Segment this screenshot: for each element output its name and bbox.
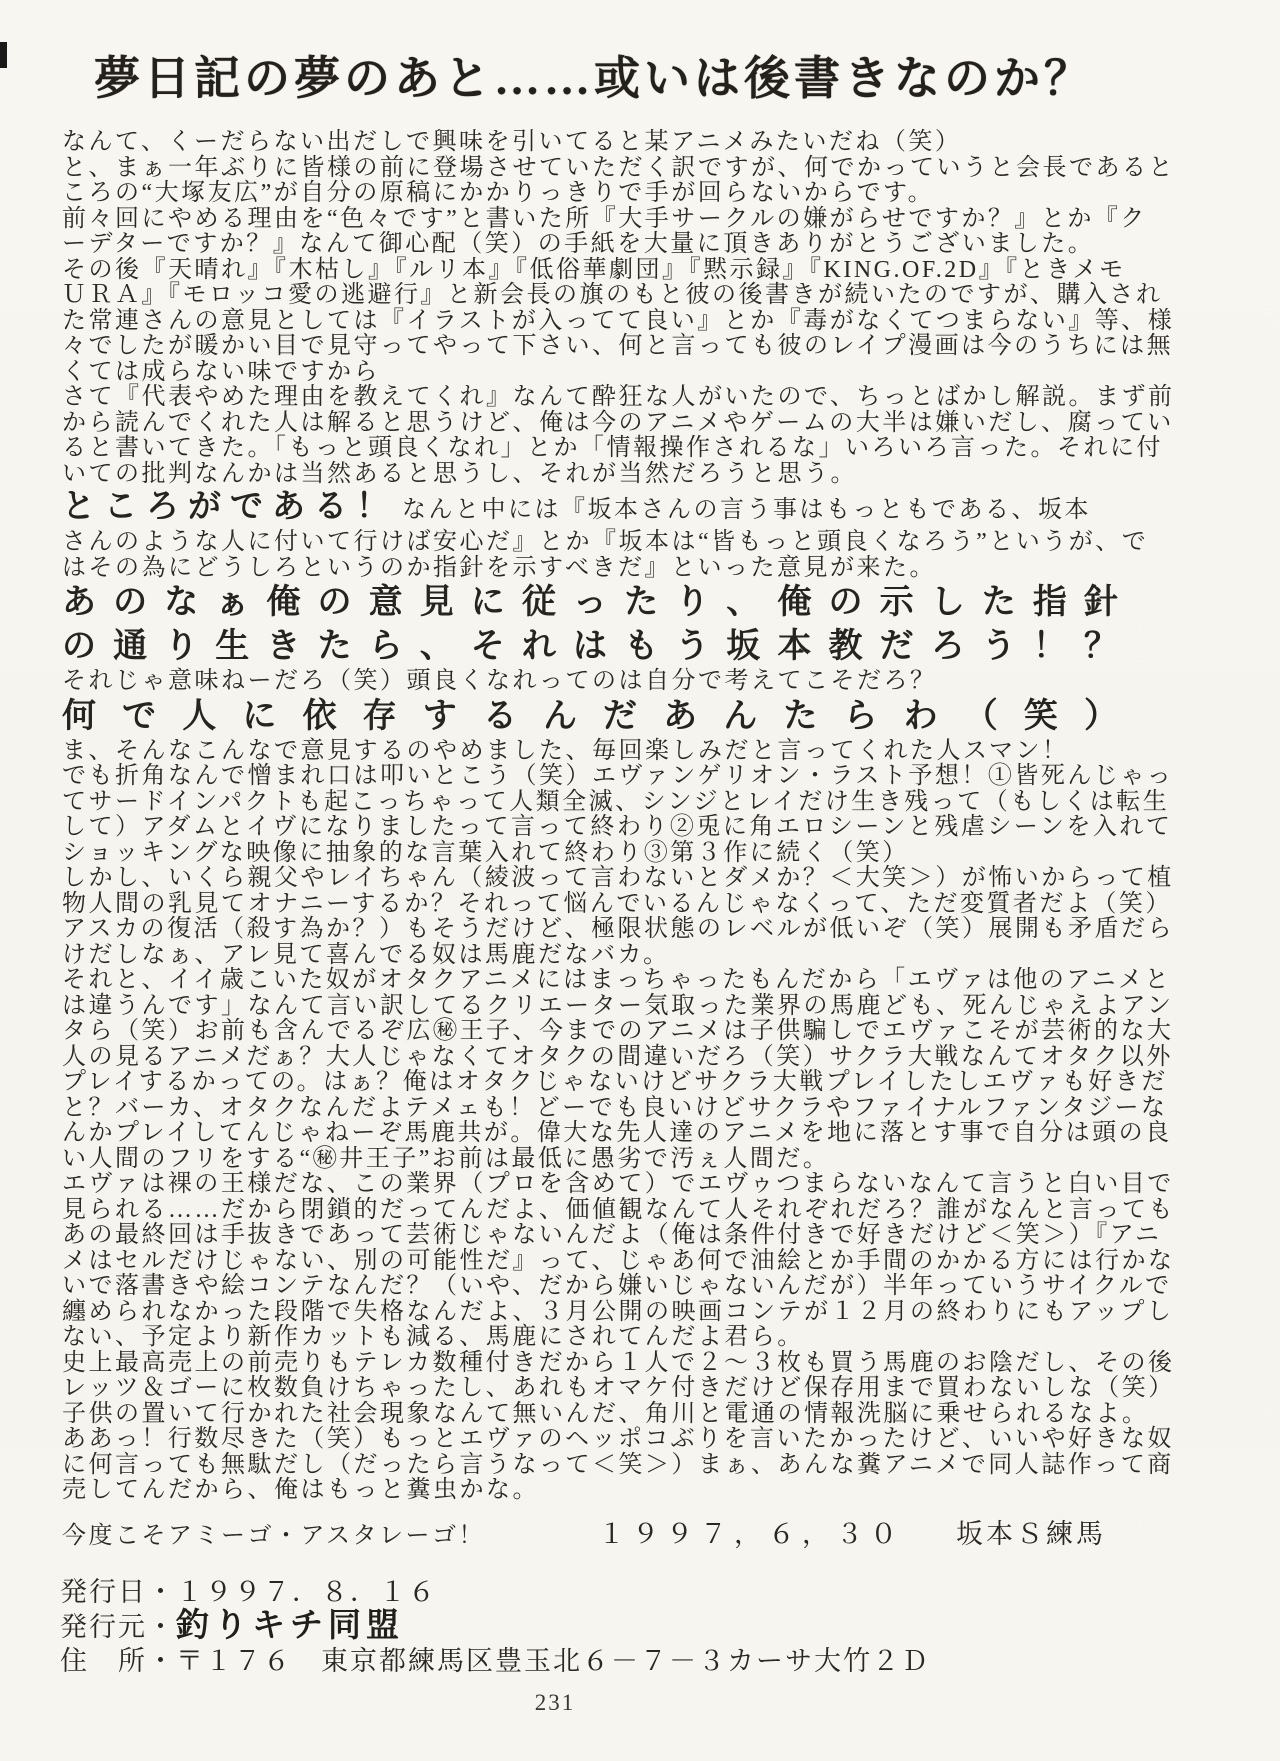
text-line: あのなぁ俺の意見に従ったり、俺の示した指針 xyxy=(62,584,1118,621)
text-line: ショッキングな映像に抽象的な言葉入れて終わり③第３作に続く（笑） xyxy=(62,839,909,866)
text-line: の通り生きたら、それはもう坂本教だろう！？ xyxy=(62,628,1118,665)
text-line: んかプレイしてんじゃねーぞ馬鹿共が。偉大な先人達のアニメを地に落とす事で自分は頭の良 xyxy=(62,1120,1172,1146)
text-line: ＵＲＡ』『モロッコ愛の逃避行』と新会長の旗のもと彼の後書きが続いたのですが、購入され xyxy=(62,282,1163,308)
text-line: それじゃ意味ねーだろ（笑）頭良くなれってのは自分で考えてこそだろ？ xyxy=(62,668,937,694)
text-line: ーデターですか？』なんて御心配（笑）の手紙を大量に頂きありがとうございました。 xyxy=(62,231,1095,257)
text-line: でも折角なんで憎まれ口は叩いとこう（笑）エヴァンゲリオン・ラスト予想！①皆死んじゃっ xyxy=(62,763,1174,789)
text-line: と、まぁ一年ぶりに皆様の前に登場させていただく訳ですが、何でかっていうと会長であると xyxy=(62,154,1175,181)
signoff-date: １９９７，６，３０ xyxy=(598,1518,904,1549)
colophon-publish-date xyxy=(60,1575,1280,1609)
emphasis-lead: ところがである！ xyxy=(62,489,398,525)
address-value: 〒１７６ 東京都練馬区豊玉北６－７－３カーサ大竹２Ｄ xyxy=(176,1645,930,1676)
text-line: その後『天晴れ』『木枯し』『ルリ本』『低俗華劇団』『黙示録』『KING.OF.2D』『ときメモ xyxy=(62,256,1126,283)
afterword-body xyxy=(62,130,1224,1504)
text-line: さて『代表やめた理由を教えてくれ』なんて酔狂な人がいたので、ちっとばかし解説。まず前 xyxy=(62,384,1175,410)
text-line: いての批判なんかは当然あると思うし、それが当然だろうと思う。 xyxy=(62,460,857,487)
text-line: 何で人に依存するんだあんたらわ（笑） xyxy=(62,697,1118,735)
publisher-label: 発行元・ xyxy=(60,1611,176,1642)
text-line: ころの“大塚友広”が自分の原稿にかかりっきりで手が回らないからです。 xyxy=(62,180,935,206)
text-line: いで落書きや絵コンテなんだ？（いや、だから嫌いじゃないんだが）半年っていうサイクルで xyxy=(62,1273,1172,1299)
signoff-row xyxy=(62,1512,1224,1551)
text-line: 史上最高売上の前売りもテレカ数種付きだから１人で２～３枚も買う馬鹿のお陰だし、その後 xyxy=(62,1349,1175,1376)
text-line: た常連さんの意見としては『イラストが入ってて良い』とか『毒がなくてつまらない』等、様 xyxy=(62,307,1175,334)
text-line: 々でしたが暖かい目で見守ってやって下さい、何と言っても彼のレイプ漫画は今のうちには無 xyxy=(62,333,1174,359)
text-line: くては成らない味ですから xyxy=(62,358,380,385)
text-line: と？バーカ、オタクなんだよテメェも！どーでも良いけどサクラやファイナルファンタジーな xyxy=(62,1094,1168,1121)
text-line: ない、予定より新作カットも減る、馬鹿にされてんだよ君ら。 xyxy=(62,1324,804,1350)
text-line: はその為にどうしろというのか指針を示すべきだ』といった意見が来た。 xyxy=(62,554,937,581)
text-line: タら（笑）お前も含んでるぞ広㊙王子、今までのアニメは子供騙しでエヴァこそが芸術的な大 xyxy=(62,1018,1174,1044)
text-line: 子供の置いて行かれた社会現象なんて無いんだ、角川と電通の情報洗脳に乗せられるなよ。 xyxy=(62,1400,1149,1427)
address-label: 住 所・ xyxy=(60,1645,176,1676)
text-line: い人間のフリをする“㊙井王子”お前は最低に愚劣で汚ぇ人間だ。 xyxy=(62,1145,830,1172)
text-line: プレイするかっての。はぁ？俺はオタクじゃないけどサクラ大戦プレイしたしエヴァも好きだ xyxy=(62,1069,1168,1095)
text-line: から読んでくれた人は解ると思うけど、俺は今のアニメやゲームの大半は嫌いだし、腐ってい xyxy=(62,409,1174,436)
text-line: エヴァは裸の王様だな、この業界（プロを含めて）でエヴゥつまらないなんて言うと白い目で xyxy=(62,1171,1174,1197)
colophon-publisher xyxy=(60,1609,1280,1644)
page-title: 夢日記の夢のあと……或いは後書きなのか？ xyxy=(94,53,1094,104)
text-line: ところがである！ なんと中には『坂本さんの言う事はもっともである、坂本 xyxy=(62,489,1091,525)
text-line: ああっ！行数尽きた（笑）もっとエヴァのヘッポコぶりを言いたかったけど、いいや好きな奴 xyxy=(62,1426,1175,1452)
signoff-author: 坂本Ｓ練馬 xyxy=(956,1518,1106,1549)
text-line: ると書いてきた。「もっと頭良くなれ」とか「情報操作されるな」いろいろ言った。それに付 xyxy=(62,435,1163,461)
text-line: に何言っても無駄だし（だったら言うなって＜笑＞）まぁ、あんな糞アニメで同人誌作って商 xyxy=(62,1451,1174,1478)
text-line: それと、イイ歳こいた奴がオタクアニメにはまっちゃったもんだから「エヴァは他のアニメと xyxy=(62,967,1172,993)
text-line: は違うんです」なんて言い訳してるクリエーター気取った業界の馬鹿ども、死んじゃえよアン xyxy=(62,992,1174,1019)
text-line: して）アダムとイヴになりましたって言って終わり②兎に角エロシーンと残虐シーンを入れて xyxy=(62,814,1173,840)
text-line: 売してんだから、俺はもっと糞虫かな。 xyxy=(62,1477,539,1503)
text-line: あの最終回は手抜きであって芸術じゃないんだよ（俺は条件付きで好きだけど＜笑＞）『アニ xyxy=(62,1222,1162,1248)
colophon-address xyxy=(60,1644,1280,1678)
text-line: 見られる……だから閉鎖的だってんだよ、価値観なんて人それぞれだろ？誰がなんと言っても xyxy=(62,1196,1175,1223)
page-number: 231 xyxy=(534,1689,576,1715)
text-line: さんのような人に付いて行けば安心だ』とか『坂本は“皆もっと頭良くなろう”というが、で xyxy=(62,529,1149,555)
publish-date-label: 発行日・ xyxy=(60,1576,176,1607)
colophon xyxy=(60,1575,1280,1678)
publisher-value: 釣りキチ同盟 xyxy=(176,1607,404,1644)
text-line: しかし、いくら親父やレイちゃん（綾波って言わないとダメか？＜大笑＞）が怖いからって植 xyxy=(62,865,1174,891)
text-line: レッツ＆ゴーに枚数負けちゃったし、あれもオマケ付きだけど保存用まで買わないしな（笑） xyxy=(62,1375,1175,1401)
text-line: ま、そんなこんなで意見するのやめました、毎回楽しみだと言ってくれた人スマン！ xyxy=(62,737,1069,764)
scan-artifact xyxy=(0,42,7,68)
text-line: アスカの復活（殺す為か？）もそうだけど、極限状態のレベルが低いぞ（笑）展開も矛盾だら xyxy=(62,916,1175,942)
text-line: 前々回にやめる理由を“色々です”と書いた所『大手サークルの嫌がらせですか？』とか『ク xyxy=(62,205,1147,232)
text-line: 物人間の乳見てオナニーするか？それって悩んでいるんじゃなくって、ただ変質者だよ（笑） xyxy=(62,890,1172,917)
signoff-message: 今度こそアミーゴ・アスタレーゴ！ xyxy=(62,1522,486,1549)
text-line: 纏められなかった段階で失格なんだよ、３月公開の映画コンテが１２月の終わりにもアップし xyxy=(62,1298,1174,1325)
text-line: けだしなぁ、アレ見て喜んでる奴は馬鹿だなバカ。 xyxy=(62,941,670,968)
text-line: 人の見るアニメだぁ？大人じゃなくてオタクの間違いだろ（笑）サクラ大戦なんてオタク以外 xyxy=(62,1043,1173,1070)
text-line: てサードインパクトも起こっちゃって人類全滅、シンジとレイだけ生き残って（もしくは転生 xyxy=(62,788,1170,815)
publish-date-value: １９９７．８．１６ xyxy=(176,1576,437,1607)
text-line: メはセルだけじゃない、別の可能性だ』って、じゃあ何で油絵とか手間のかかる方には行かな xyxy=(62,1247,1175,1274)
text-line: なんて、くーだらない出だしで興味を引いてると某アニメみたいだね（笑） xyxy=(62,129,962,155)
